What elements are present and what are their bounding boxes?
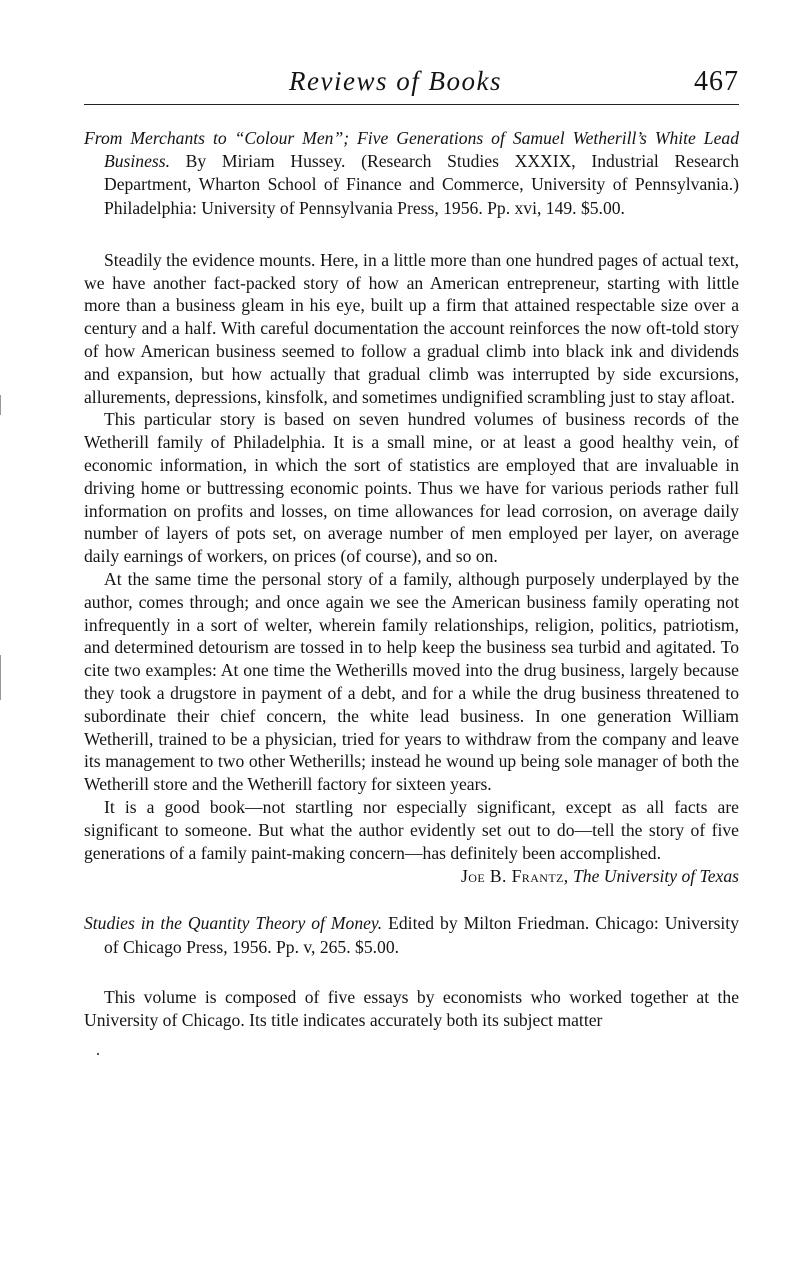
citation-title-1: From Merchants to “Colour Men”; Five Generations of Samuel Wetherill’s White Lead Business.: [84, 128, 739, 172]
citation-title-2: Studies in the Quantity Theory of Money.: [84, 913, 383, 934]
review-paragraph: At the same time the personal story of a family, although purposely underplayed by the author, comes through; and once again we see the American business family operating not infrequently in a sort of welter, wherein family relationships, religion, politics, patriotism, and determined detourism are tossed in to help keep the business sea turbid and agitated. To cite two examples: At one time the Wetherills moved into the drug business, largely because they took a drugstore in payment of a debt, and for a while the drug business threatened to subordinate their chief concern, the white lead business. In one generation William Wetherill, trained to be a physician, tried for years to withdraw from the company and leave its management to two other Wetherills; instead he wound up being sole manager of both the Wetherill store and the Wetherill factory for sixteen years.: [84, 568, 739, 795]
review-body-2: [84, 986, 739, 1032]
section-divider-dot: [97, 1053, 99, 1055]
reviewer-name: Joe B. Frantz,: [461, 866, 569, 887]
citation-details-1: By Miriam Hussey. (Research Studies XXXIX, Industrial Research Department, Wharton School of Finance and Commerce, University of Pennsylvania.) Philadelphia: University of Pennsylvania Press, 1956. Pp. xvi, 149. $5.00.: [104, 151, 739, 218]
page: [84, 60, 739, 1031]
review-paragraph: Steadily the evidence mounts. Here, in a little more than one hundred pages of actual text, we have another fact-packed story of how an American entrepreneur, starting with little more than a business gleam in his eye, built up a firm that attained respectable size over a century and a half. With careful documentation the account reinforces the now oft-told story of how American business seemed to follow a gradual climb into black ink and dividends and expansion, but how actually that gradual climb was interrupted by side excursions, allurements, depressions, kinsfolk, and sometimes undignified scrambling just to stay afloat.: [84, 249, 739, 407]
reviewer-signature: [84, 865, 739, 888]
review-paragraph: This particular story is based on seven hundred volumes of business records of the Wetherill family of Philadelphia. It is a small mine, or at least a good healthy vein, of economic information, in which the sort of statistics are employed that are invaluable in driving home or buttressing economic points. Thus we have for various periods rather full information on profits and losses, on time allowances for lead corrosion, on average daily number of layers of pots set, on average number of men employed per layer, on average daily earnings of workers, on prices (of course), and so on.: [84, 409, 739, 567]
page-number: 467: [694, 66, 739, 97]
running-title: Reviews of Books: [289, 66, 502, 96]
margin-scan-mark: [0, 395, 1, 415]
citation-details-2: Edited by Milton Friedman. Chicago: University of Chicago Press, 1956. Pp. v, 265. $5.00.: [104, 913, 739, 957]
review-body-1: [84, 249, 739, 865]
review-paragraph: It is a good book—not startling nor especially significant, except as all facts are significant to someone. But what the author evidently set out to do—tell the story of five generations of a family paint-making concern—has definitely been accomplished.: [84, 796, 739, 863]
running-head: [84, 60, 739, 105]
review-paragraph: This volume is composed of five essays by economists who worked together at the University of Chicago. Its title indicates accurately both its subject matter: [84, 986, 739, 1030]
reviewer-institution: The University of Texas: [573, 866, 739, 887]
review-citation-1: [84, 127, 739, 220]
margin-scan-mark: [0, 655, 1, 700]
review-citation-2: [84, 912, 739, 958]
